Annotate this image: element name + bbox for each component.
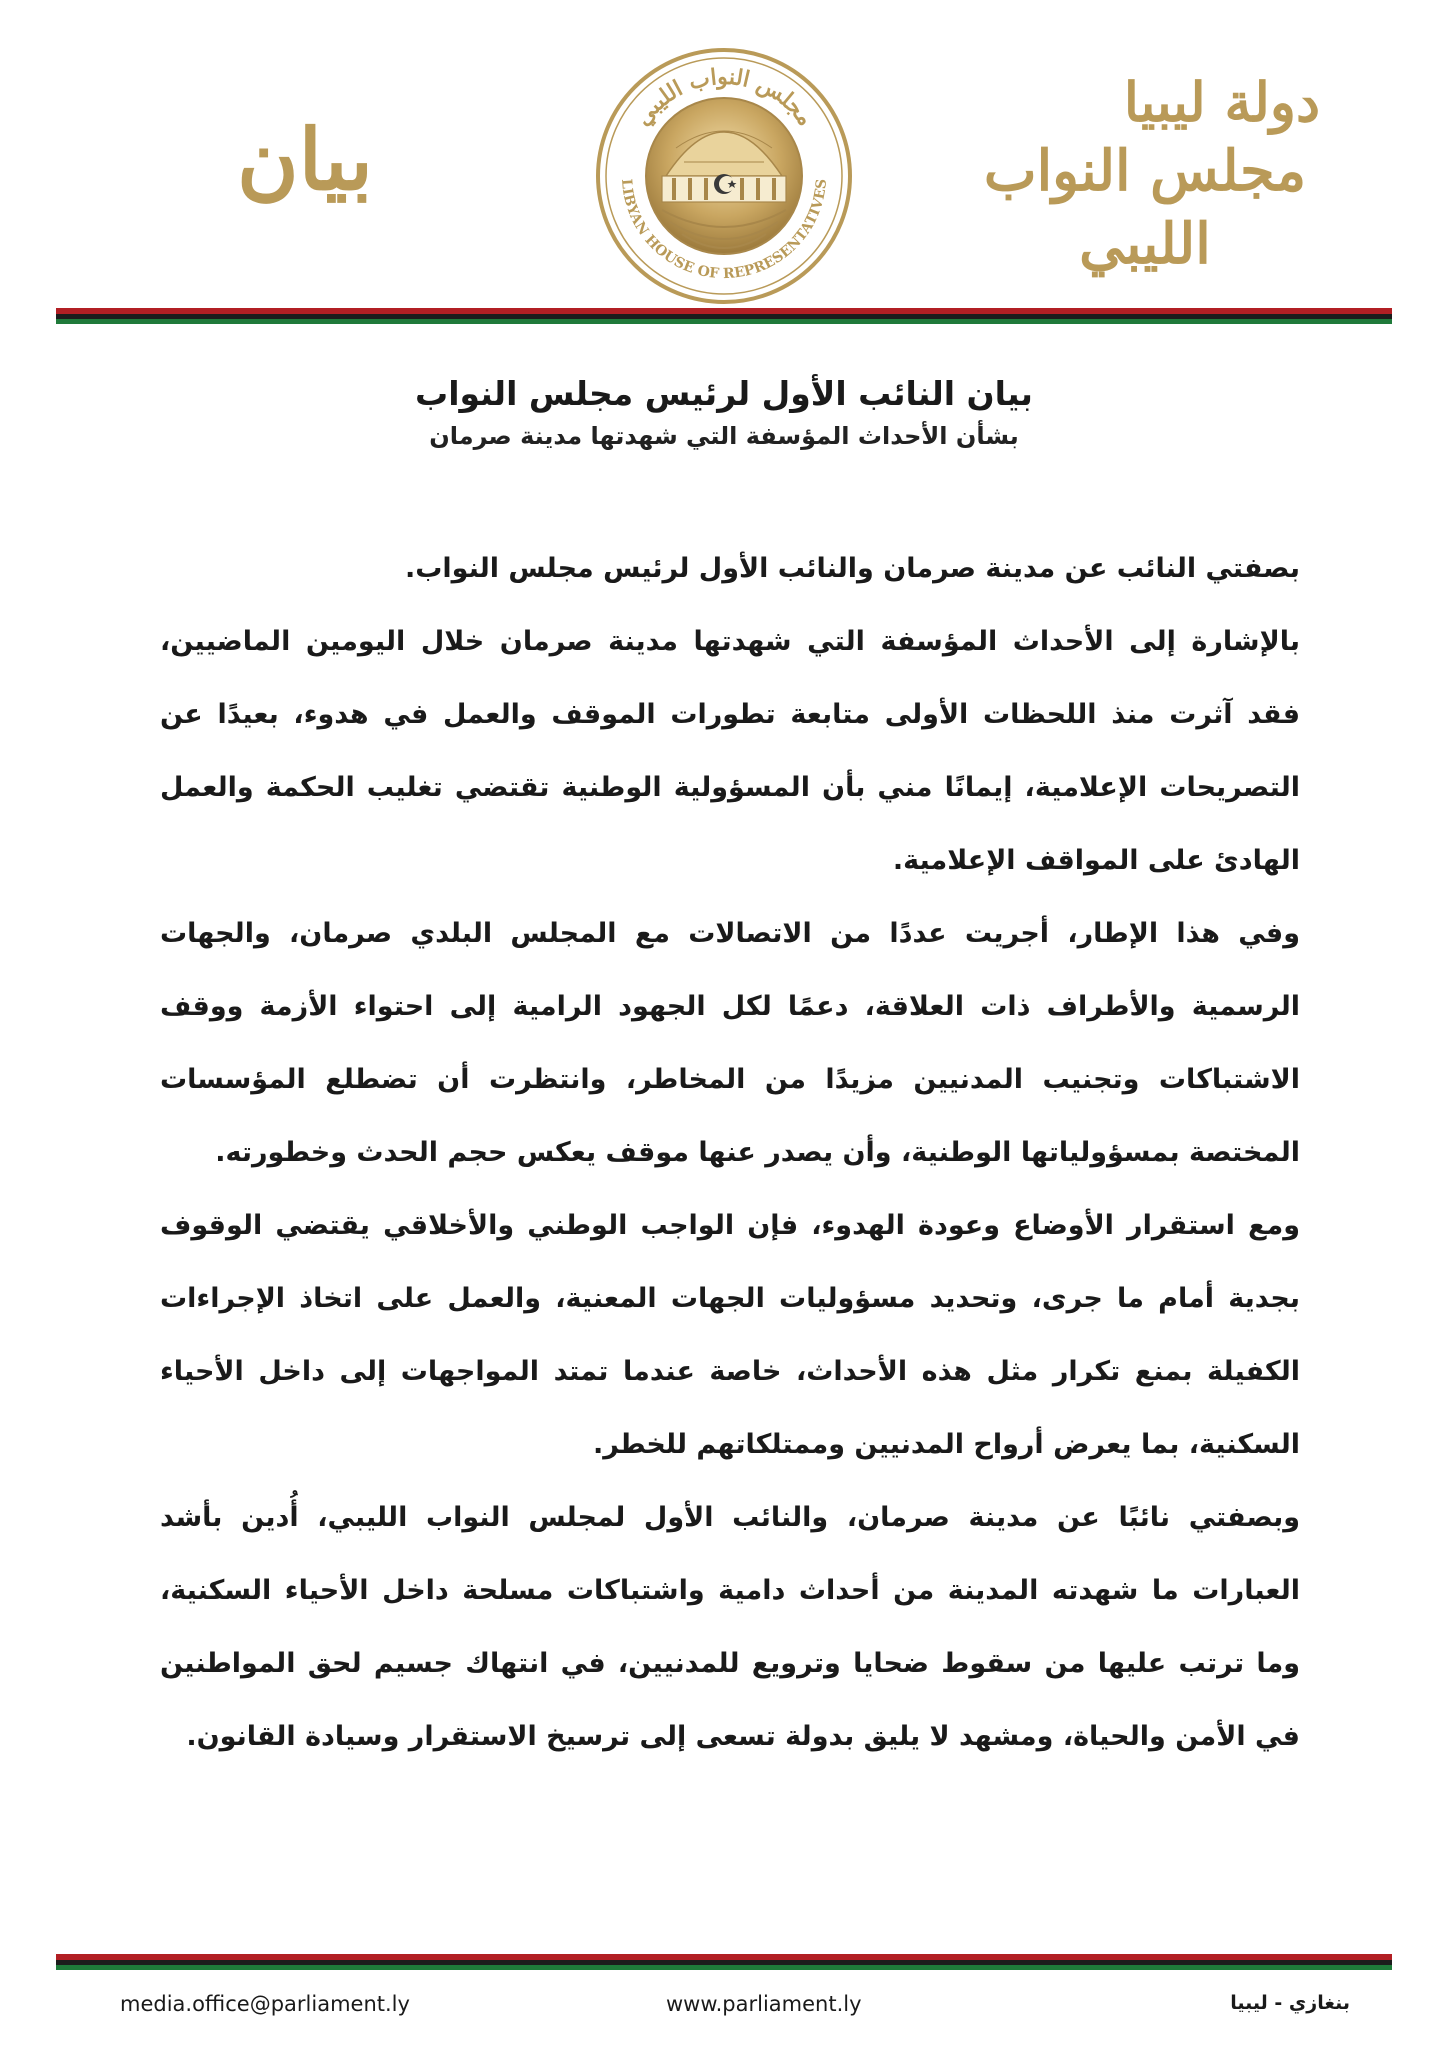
body-paragraph: ومع استقرار الأوضاع وعودة الهدوء، فإن الواجب الوطني والأخلاقي يقتضي الوقوف بجدية أمام ما جرى، وتحديد مسؤوليات الجهات المعنية، والعمل على اتخاذ الإجراءات الكفيلة بمنع تكرار مثل هذه الأحداث، خاصة عندما تمتد المواجهات إلى داخل الأحياء السكنية، بما يعرض أرواح المدنيين وممتلكاتهم للخطر. xyxy=(160,1210,1300,1460)
footer-flag-rule xyxy=(56,1954,1392,1970)
letterhead xyxy=(0,0,1448,300)
header-flag-rule xyxy=(56,308,1392,324)
footer-location: بنغازي - ليبيا xyxy=(1230,1992,1350,2014)
body-paragraph: وبصفتي نائبًا عن مدينة صرمان، والنائب الأول لمجلس النواب الليبي، أُدين بأشد العبارات ما شهدته المدينة من أحداث دامية واشتباكات مسلحة داخل الأحياء السكنية، وما ترتب عليها من سقوط ضحايا وترويع للمدنيين، في انتهاك جسيم لحق المواطنين في الأمن والحياة، ومشهد لا يليق بدولة تسعى إلى ترسيخ الاستقرار وسيادة القانون. xyxy=(160,1502,1300,1752)
footer-website: www.parliament.ly xyxy=(666,1992,862,2016)
statement-wordmark: بيان xyxy=(236,110,373,209)
seal-arabic-text: مجلس النواب الليبي xyxy=(629,63,819,131)
body-paragraph: بصفتي النائب عن مدينة صرمان والنائب الأول لرئيس مجلس النواب. xyxy=(405,553,1300,584)
footer-email: media.office@parliament.ly xyxy=(120,1992,410,2016)
body-paragraph: بالإشارة إلى الأحداث المؤسفة التي شهدتها مدينة صرمان خلال اليومين الماضيين، فقد آثرت منذ اللحظات الأولى متابعة تطورات الموقف والعمل في هدوء، بعيدًا عن التصريحات الإعلامية، إيمانًا مني بأن المسؤولية الوطنية تقتضي تغليب الحكمة والعمل الهادئ على المواقف الإعلامية. xyxy=(160,626,1300,876)
seal-english-text: LIBYAN HOUSE OF REPRESENTATIVES xyxy=(617,178,831,283)
statement-subtitle: بشأن الأحداث المؤسفة التي شهدتها مدينة صرمان xyxy=(429,422,1019,450)
statement-title: بيان النائب الأول لرئيس مجلس النواب xyxy=(415,374,1033,413)
council-name: مجلس النواب الليبي xyxy=(983,137,1307,277)
institution-name xyxy=(930,70,1360,280)
state-name: دولة ليبيا xyxy=(1123,70,1320,134)
statement-heading xyxy=(0,370,1448,454)
body-paragraph: وفي هذا الإطار، أجريت عددًا من الاتصالات مع المجلس البلدي صرمان، والجهات الرسمية والأطراف ذات العلاقة، دعمًا لكل الجهود الرامية إلى احتواء الأزمة ووقف الاشتباكات وتجنيب المدنيين مزيدًا من المخاطر، وانتظرت أن تضطلع المؤسسات المختصة بمسؤولياتها الوطنية، وأن يصدر عنها موقف يعكس حجم الحدث وخطورته. xyxy=(160,918,1300,1168)
statement-body xyxy=(160,532,1300,1773)
page-footer xyxy=(0,1986,1448,2036)
parliament-seal-logo xyxy=(592,44,856,308)
